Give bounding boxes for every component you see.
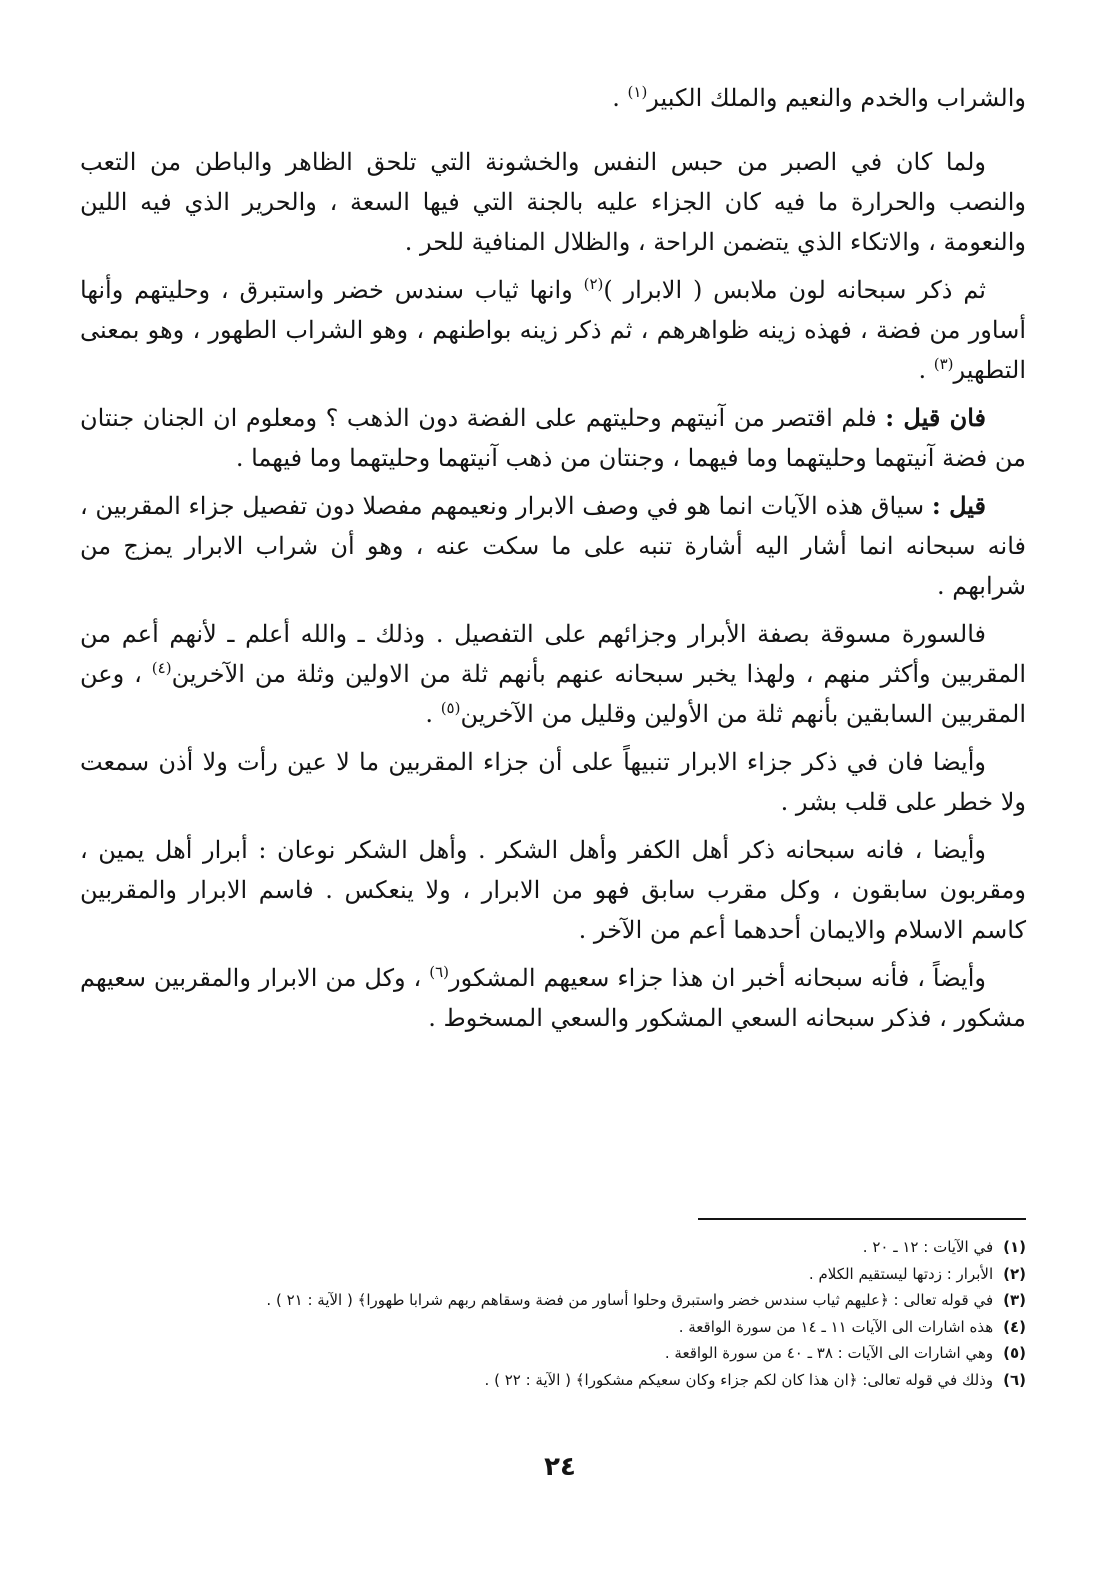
footnote-6 [80, 1367, 1026, 1394]
footnote-number: (٢) [1003, 1264, 1026, 1283]
paragraph-5-part-b: ، وعن المقربين السابقين بأنهم ثلة من الأولين وقليل من الآخرين [80, 660, 1026, 728]
footnote-ref-2[interactable]: (٢) [583, 275, 604, 293]
footnote-text: هذه اشارات الى الآيات ١١ ـ ١٤ من سورة الواقعة . [678, 1317, 994, 1336]
paragraph-2-part-a: ثم ذكر سبحانه لون ملابس ( الابرار ) [603, 276, 986, 304]
paragraph-4-lead: قيل : [931, 491, 986, 520]
footnote-number: (٥) [1003, 1344, 1026, 1362]
paragraph-5-part-a: فالسورة مسوقة بصفة الأبرار وجزائهم على التفصيل . وذلك ـ والله أعلم ـ لأنهم أعم من المقربين وأكثر منهم ، ولهذا يخبر سبحانه عنهم بأنهم ثلة من الاولين وثلة من الآخرين [80, 620, 1026, 688]
paragraph-4 [80, 486, 1026, 606]
footnote-ref-3[interactable]: (٣) [933, 355, 954, 373]
footnote-text: في قوله تعالى : ﴿عليهم ثياب سندس خضر واستبرق وحلوا أساور من فضة وسقاهم ربهم شرابا طهورا﴾ ( الآية : ٢١ ) . [266, 1291, 994, 1309]
paragraph-5-end: . [425, 700, 441, 728]
paragraph-8 [80, 958, 1026, 1038]
paragraph-8-part-b: ، وكل من الابرار والمقربين سعيهم مشكور ، فذكر سبحانه السعي المشكور والسعي المسخوط . [80, 964, 1026, 1032]
footnote-1 [80, 1234, 1026, 1261]
paragraph-6: وأيضا فان في ذكر جزاء الابرار تنبيهاً على أن جزاء المقربين ما لا عين رأت ولا أذن سمعت ولا خطر على قلب بشر . [80, 748, 1026, 816]
paragraph-2 [80, 270, 1026, 390]
paragraph-0-text: والشراب والخدم والنعيم والملك الكبير [647, 84, 1026, 112]
footnote-2 [80, 1261, 1026, 1288]
footnote-3 [80, 1287, 1026, 1314]
footnote-divider [698, 1218, 1026, 1220]
footnotes-section [80, 1234, 1026, 1393]
footnote-ref-1[interactable]: (١) [627, 83, 648, 101]
footnote-ref-4[interactable]: (٤) [151, 659, 172, 677]
footnote-number: (٤) [1003, 1317, 1026, 1336]
paragraph-3 [80, 398, 1026, 478]
paragraph-2-end: . [918, 356, 934, 384]
paragraph-0 [80, 78, 1026, 118]
footnote-text: في الآيات : ١٢ ـ ٢٠ . [862, 1238, 994, 1256]
footnote-ref-5[interactable]: (٥) [440, 699, 461, 717]
footnote-number: (٣) [1003, 1291, 1026, 1309]
paragraph-7: وأيضا ، فانه سبحانه ذكر أهل الكفر وأهل الشكر . وأهل الشكر نوعان : أبرار أهل يمين ، ومقربون سابقون ، وكل مقرب سابق فهو من الابرار ، ولا ينعكس . فاسم الابرار والمقربين كاسم الاسلام والايمان أحدهما أعم من الآخر . [80, 836, 1026, 944]
paragraph-1: ولما كان في الصبر من حبس النفس والخشونة التي تلحق الظاهر والباطن من التعب والنصب والحرارة ما فيه كان الجزاء عليه بالجنة التي فيها السعة ، والحرير الذي فيه اللين والنعومة ، والاتكاء الذي يتضمن الراحة ، والظلال المنافية للحر . [80, 148, 1026, 256]
footnote-text: وهي اشارات الى الآيات : ٣٨ ـ ٤٠ من سورة الواقعة . [664, 1344, 994, 1362]
footnote-text: وذلك في قوله تعالى: ﴿ان هذا كان لكم جزاء وكان سعيكم مشكورا﴾ ( الآية : ٢٢ ) . [484, 1370, 994, 1389]
footnote-ref-6[interactable]: (٦) [429, 963, 449, 981]
footnote-number: (٦) [1003, 1370, 1026, 1389]
footnote-number: (١) [1003, 1238, 1026, 1256]
footnote-text: الأبرار : زدتها ليستقيم الكلام . [808, 1264, 994, 1283]
footnote-4 [80, 1314, 1026, 1341]
paragraph-3-text: فلم اقتصر من آنيتهم وحليتهم على الفضة دون الذهب ؟ ومعلوم ان الجنان جنتان من فضة آنيتهما وحليتهما وما فيهما ، وجنتان من ذهب آنيتهما وحليتهما وما فيهما . [80, 404, 1026, 472]
paragraph-3-lead: فان قيل : [885, 403, 986, 432]
footnote-5 [80, 1340, 1026, 1367]
paragraph-2-part-b: وانها ثياب سندس خضر واستبرق ، وحليتهم وأنها أساور من فضة ، فهذه زينه ظواهرهم ، ثم ذكر زينه بواطنهم ، وهو الشراب الطهور ، وهو بمعنى التطهير [80, 276, 1026, 384]
paragraph-4-text: سياق هذه الآيات انما هو في وصف الابرار ونعيمهم مفصلا دون تفصيل جزاء المقربين ، فانه سبحانه انما أشار اليه أشارة تنبه على ما سكت عنه ، وهو أن شراب الابرار يمزج من شرابهم . [80, 492, 1026, 600]
paragraph-8-part-a: وأيضاً ، فأنه سبحانه أخبر ان هذا جزاء سعيهم المشكور [449, 964, 986, 992]
paragraph-5 [80, 614, 1026, 734]
paragraph-0-end: . [612, 84, 628, 112]
page-number: ٢٤ [544, 1452, 576, 1482]
